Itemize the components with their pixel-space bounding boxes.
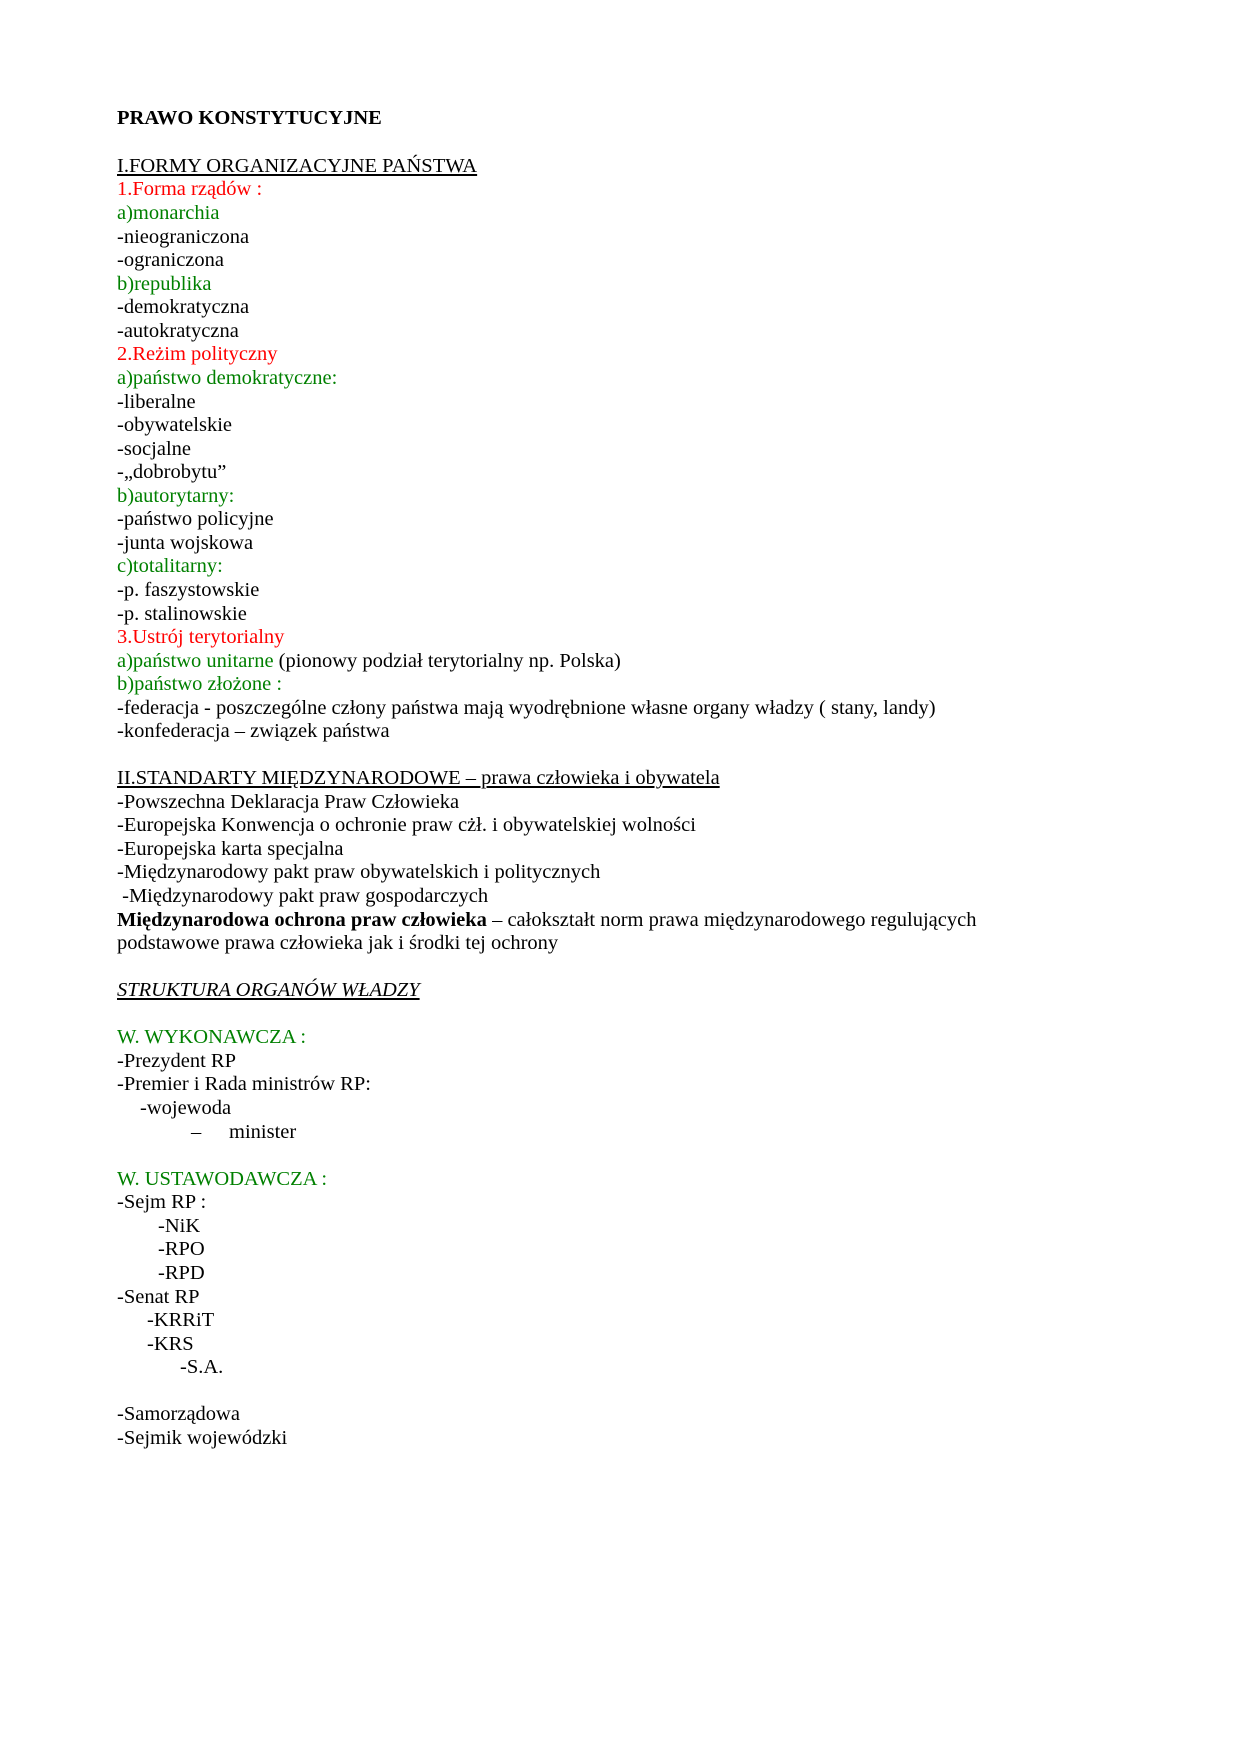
dash-bullet: –: [191, 1121, 202, 1143]
list-item: -wojewoda: [140, 1097, 232, 1119]
branch-legislative: W. USTAWODAWCZA :: [117, 1168, 328, 1190]
list-item: -liberalne: [117, 391, 196, 413]
branch-executive: W. WYKONAWCZA :: [117, 1026, 307, 1048]
list-item: -Powszechna Deklaracja Praw Człowieka: [117, 791, 460, 813]
list-item: -KRRiT: [147, 1309, 215, 1331]
list-item: -junta wojskowa: [117, 532, 254, 554]
list-item: -konfederacja – związek państwa: [117, 720, 390, 742]
list-item: -nieograniczona: [117, 226, 250, 248]
list-item: -autokratyczna: [117, 320, 239, 342]
list-item: -Senat RP: [117, 1286, 200, 1308]
list-item: -socjalne: [117, 438, 191, 460]
list-item: -KRS: [147, 1333, 194, 1355]
item-demokratyczne: a)państwo demokratyczne:: [117, 367, 338, 389]
list-item: -Prezydent RP: [117, 1050, 236, 1072]
list-item: -p. faszystowskie: [117, 579, 260, 601]
list-item: -państwo policyjne: [117, 508, 274, 530]
item-monarchia: a)monarchia: [117, 202, 220, 224]
list-item: -Sejm RP :: [117, 1191, 207, 1213]
list-item: -p. stalinowskie: [117, 603, 247, 625]
definition-term: Międzynarodowa ochrona praw człowieka: [117, 909, 487, 931]
item-autorytarny: b)autorytarny:: [117, 485, 235, 507]
subheading-rezim: 2.Reżim polityczny: [117, 343, 278, 365]
list-item: -NiK: [158, 1215, 201, 1237]
list-item: -RPO: [158, 1238, 205, 1260]
list-item: -ograniczona: [117, 249, 224, 271]
list-item: -federacja - poszczególne człony państwa mają wyodrębnione własne organy władzy ( stany, landy): [117, 697, 936, 719]
document-title: PRAWO KONSTYTUCYJNE: [117, 107, 382, 129]
definition-continuation: podstawowe prawa człowieka jak i środki tej ochrony: [117, 932, 559, 954]
subheading-ustroj: 3.Ustrój terytorialny: [117, 626, 285, 648]
item-republika: b)republika: [117, 273, 212, 295]
section-heading-forms: I.FORMY ORGANIZACYJNE PAŃSTWA: [117, 155, 478, 177]
list-item: -Międzynarodowy pakt praw gospodarczych: [117, 885, 489, 907]
subheading-forma-rzadow: 1.Forma rządów :: [117, 178, 263, 200]
list-item: -Europejska Konwencja o ochronie praw cżł. i obywatelskiej wolności: [117, 814, 696, 836]
list-item: -S.A.: [180, 1356, 224, 1378]
item-unitarne: a)państwo unitarne: [117, 650, 274, 672]
definition-text: – całokształt norm prawa międzynarodowego regulujących: [486, 909, 977, 931]
section-heading-standards: II.STANDARTY MIĘDZYNARODOWE – prawa człowieka i obywatela: [117, 767, 720, 789]
list-item: minister: [229, 1121, 297, 1143]
unitarne-note: (pionowy podział terytorialny np. Polska): [273, 650, 621, 672]
list-item: -Europejska karta specjalna: [117, 838, 344, 860]
item-totalitarny: c)totalitarny:: [117, 555, 223, 577]
item-zlozone: b)państwo złożone :: [117, 673, 283, 695]
list-item: -Premier i Rada ministrów RP:: [117, 1073, 371, 1095]
section-heading-structure: STRUKTURA ORGANÓW WŁADZY: [117, 979, 420, 1001]
list-item: -Międzynarodowy pakt praw obywatelskich i politycznych: [117, 861, 601, 883]
list-item: -demokratyczna: [117, 296, 250, 318]
list-item: -obywatelskie: [117, 414, 232, 436]
list-item: -RPD: [158, 1262, 205, 1284]
list-item: -Sejmik wojewódzki: [117, 1427, 288, 1449]
list-item: -Samorządowa: [117, 1403, 240, 1425]
list-item: -„dobrobytu”: [117, 461, 227, 483]
